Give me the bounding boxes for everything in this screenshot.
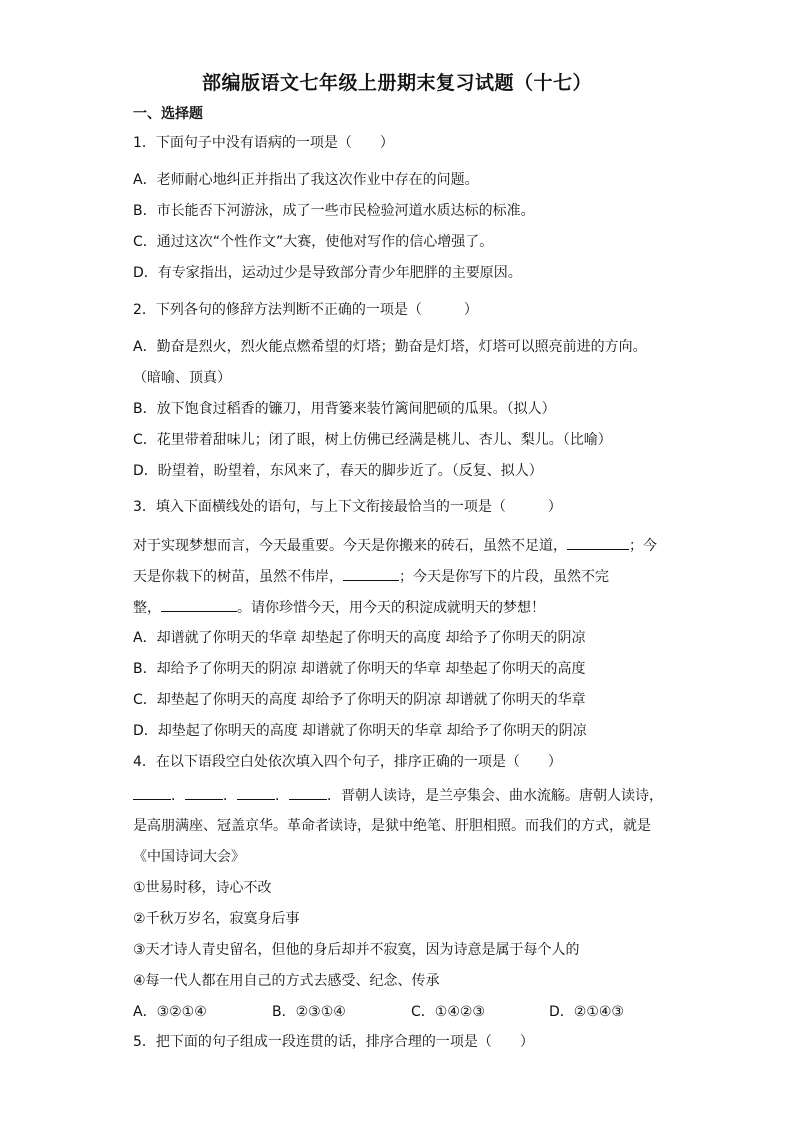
question-4-item-2: ②千秋万岁名，寂寞身后事 — [133, 911, 300, 927]
question-4-item-3: ③天才诗人青史留名，但他的身后却并不寂寞，因为诗意是属于每个人的 — [133, 942, 580, 958]
question-3-option-b: B．却给予了你明天的阴凉 却谱就了你明天的华章 却垫起了你明天的高度 — [133, 661, 586, 677]
question-2-option-a-note: （暗喻、顶真） — [133, 370, 231, 386]
question-2-option-a: A．勤奋是烈火，烈火能点燃希望的灯塔；勤奋是灯塔，灯塔可以照亮前进的方向。 — [133, 339, 647, 355]
question-3-option-c: C．却垫起了你明天的高度 却给予了你明天的阴凉 却谱就了你明天的华章 — [133, 692, 586, 708]
fill-blank — [185, 785, 223, 800]
fill-blank — [133, 785, 171, 800]
question-1-option-a: A．老师耐心地纠正并指出了我这次作业中存在的问题。 — [133, 172, 479, 188]
question-3-passage-line-3: 整， 。请你珍惜今天，用今天的积淀成就明天的梦想！ — [133, 597, 545, 618]
question-4-option-a: A．③②①④ — [133, 1004, 207, 1020]
question-3-option-a: A．却谱就了你明天的华章 却垫起了你明天的高度 却给予了你明天的阴凉 — [133, 630, 586, 646]
question-4-passage-line-1: ． ． ． ．晋朝人读诗，是兰亭集会、曲水流觞。唐朝人读诗， — [133, 785, 663, 806]
question-3-option-d: D．却垫起了你明天的高度 却谱就了你明天的华章 却给予了你明天的阴凉 — [133, 723, 587, 739]
question-4-item-1: ①世易时移，诗心不改 — [133, 880, 272, 896]
fill-blank — [161, 597, 237, 612]
section-heading: 一、选择题 — [133, 106, 203, 122]
question-4-option-b: B．②③①④ — [272, 1004, 346, 1020]
question-1-option-b: B．市长能否下河游泳，成了一些市民检验河道水质达标的标准。 — [133, 203, 535, 219]
question-2-option-d: D．盼望着，盼望着，东风来了，春天的脚步近了。（反复、拟人） — [133, 463, 543, 479]
question-3-stem: 3．填入下面横线处的语句，与上下文衔接最恰当的一项是（ ） — [133, 499, 562, 515]
fill-blank — [289, 785, 327, 800]
fill-blank — [343, 566, 399, 581]
question-4-option-d: D．②①④③ — [549, 1004, 624, 1020]
question-2-option-b: B．放下饱食过稻香的镰刀，用背篓来装竹篱间肥硕的瓜果。（拟人） — [133, 401, 556, 417]
question-1-stem: 1．下面句子中没有语病的一项是（ ） — [133, 135, 394, 151]
question-3-passage-line-2: 天是你栽下的树苗，虽然不伟岸， ；今天是你写下的片段，虽然不完 — [133, 566, 609, 587]
fill-blank — [237, 785, 275, 800]
question-2-option-c: C．花里带着甜味儿；闭了眼，树上仿佛已经满是桃儿、杏儿、梨儿。（比喻） — [133, 432, 612, 448]
question-5-stem: 5．把下面的句子组成一段连贯的话，排序合理的一项是（ ） — [133, 1034, 534, 1050]
question-4-option-c: C．①④②③ — [411, 1004, 485, 1020]
question-4-passage-line-2: 是高朋满座、冠盖京华。革命者读诗，是狱中绝笔、肝胆相照。而我们的方式，就是 — [133, 818, 651, 834]
question-4-passage-line-3: 《中国诗词大会》 — [133, 849, 245, 865]
question-1-option-d: D．有专家指出，运动过少是导致部分青少年肥胖的主要原因。 — [133, 265, 522, 281]
page-title: 部编版语文七年级上册期末复习试题（十七） — [201, 72, 592, 94]
fill-blank — [567, 535, 629, 550]
question-3-passage-line-1: 对于实现梦想而言，今天最重要。今天是你搬来的砖石，虽然不足道， ；今 — [133, 535, 657, 556]
question-4-stem: 4．在以下语段空白处依次填入四个句子，排序正确的一项是（ ） — [133, 754, 562, 770]
question-2-stem: 2．下列各句的修辞方法判断不正确的一项是（ ） — [133, 302, 478, 318]
question-1-option-c: C．通过这次“个性作文”大赛，使他对写作的信心增强了。 — [133, 234, 494, 250]
question-4-item-4: ④每一代人都在用自己的方式去感受、纪念、传承 — [133, 973, 440, 989]
